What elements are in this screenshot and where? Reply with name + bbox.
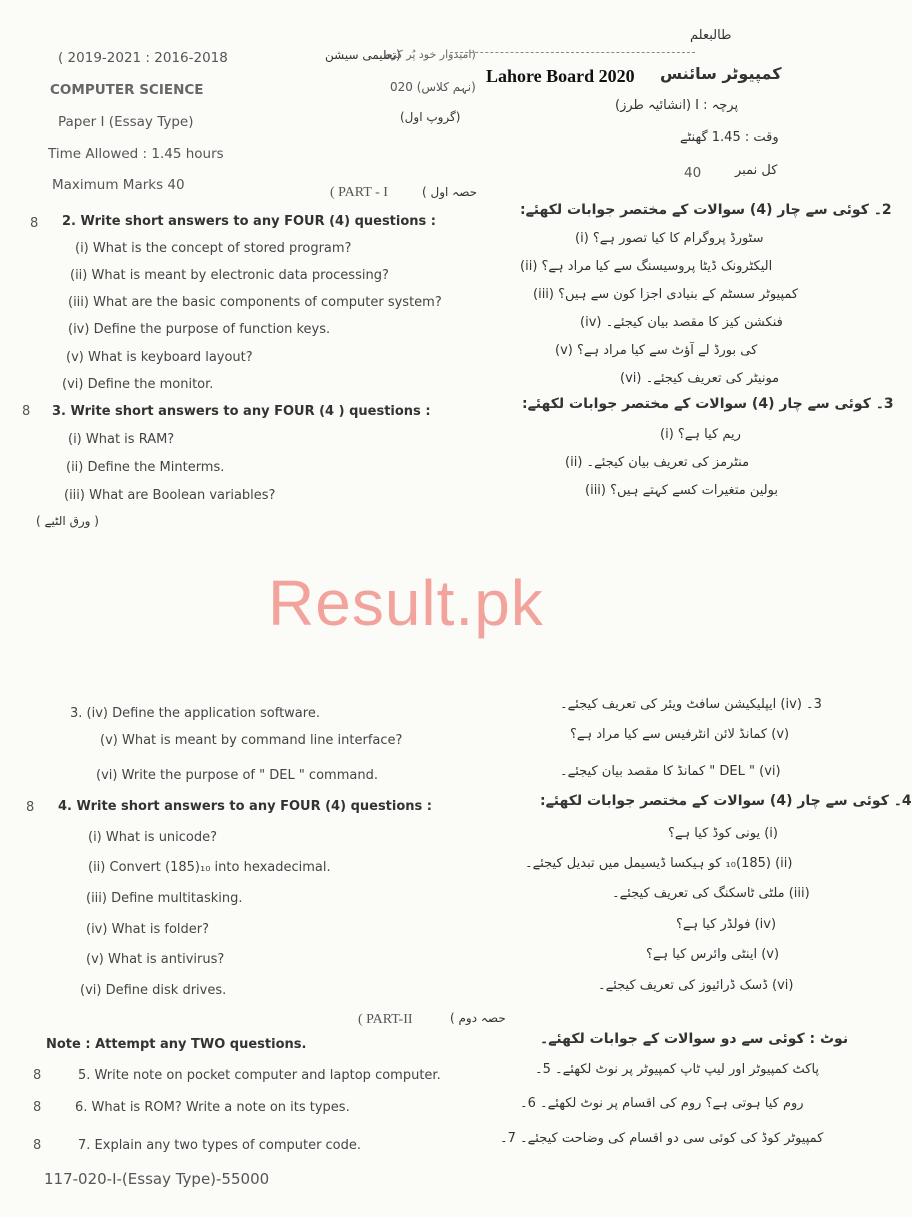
subject-en: COMPUTER SCIENCE [50, 82, 204, 98]
q5-text: 5. Write note on pocket computer and laptop computer. [78, 1068, 441, 1083]
paper-code-footer: 117-020-I-(Essay Type)-55000 [44, 1170, 270, 1188]
q3-item-5-urdu: (v) کمانڈ لائن انٹرفیس سے کیا مراد ہے؟ [570, 727, 790, 742]
q2-item-4-urdu: فنکشن کیز کا مقصد بیان کیجئے۔ (iv) [580, 315, 783, 330]
q2-item-6: (vi) Define the monitor. [62, 377, 214, 392]
q6-text: 6. What is ROM? Write a note on its types. [75, 1100, 350, 1115]
name-line [450, 52, 695, 53]
q4-item-4: (iv) What is folder? [86, 922, 210, 937]
turn-over-urdu: ( ورق الٹیے ) [36, 514, 99, 528]
q5-marks: 8 [33, 1068, 42, 1083]
q7-text: 7. Explain any two types of computer code. [78, 1138, 362, 1153]
q2-item-3-urdu: کمپیوٹر سسٹم کے بنیادی اجزا کون سے ہیں؟ (iii) [533, 287, 799, 302]
q3-item-4-urdu: 3۔ (iv) ایپلیکیشن سافٹ ویئر کی تعریف کیجئے۔ [560, 697, 822, 712]
q2-item-2-urdu: الیکٹرونک ڈیٹا پروسیسنگ سے کیا مراد ہے؟ (ii) [520, 259, 773, 274]
watermark: Result.pk [268, 567, 544, 639]
time-urdu: وقت : 1.45 گھنٹے [680, 130, 779, 145]
paper-urdu: پرچہ : I (انشائیہ طرز) [615, 98, 739, 113]
q3-item-2: (ii) Define the Minterms. [66, 460, 225, 475]
group-urdu: (گروپ اول) [400, 110, 461, 124]
part2-label-urdu: حصہ دوم ) [450, 1011, 506, 1025]
part2-label: ( PART-II [358, 1012, 413, 1027]
q2-item-2: (ii) What is meant by electronic data processing? [70, 268, 389, 283]
q3-item-4: 3. (iv) Define the application software. [70, 706, 320, 721]
marks-urdu: کل نمبر [735, 163, 778, 178]
q6-urdu: روم کیا ہوتی ہے؟ روم کی اقسام پر نوٹ لکھئے۔ 6۔ [520, 1096, 804, 1111]
q6-marks: 8 [33, 1100, 42, 1115]
q5-urdu: پاکٹ کمپیوٹر اور لیپ ٹاپ کمپیوٹر پر نوٹ لکھئے۔ 5۔ [535, 1062, 820, 1077]
q3-heading-urdu: 3۔ کوئی سے چار (4) سوالات کے مختصر جوابات لکھئے: [522, 396, 894, 412]
part2-note-urdu: نوٹ : کوئی سے دو سوالات کے جوابات لکھئے۔ [540, 1031, 849, 1047]
q2-item-3: (iii) What are the basic components of computer system? [68, 295, 442, 310]
q4-heading-urdu: 4۔ کوئی سے چار (4) سوالات کے مختصر جوابات لکھئے: [540, 793, 912, 809]
q4-item-1-urdu: (i) یونی کوڈ کیا ہے؟ [668, 826, 778, 841]
class-code: 020 (نہم کلاس) [390, 80, 476, 94]
q7-urdu: کمپیوٹر کوڈ کی کوئی سی دو اقسام کی وضاحت کیجئے۔ 7۔ [500, 1131, 824, 1146]
q2-marks: 8 [30, 216, 39, 231]
student-name-label-urdu: طالبعلم [690, 28, 732, 43]
q2-item-1: (i) What is the concept of stored program? [75, 241, 352, 256]
q3-item-3-urdu: بولین متغیرات کسے کہتے ہیں؟ (iii) [585, 483, 778, 498]
q4-item-3-urdu: (iii) ملٹی ٹاسکنگ کی تعریف کیجئے۔ [612, 886, 810, 901]
q2-item-1-urdu: سٹورڈ پروگرام کا کیا تصور ہے؟ (i) [575, 231, 764, 246]
session-label-urdu: (تعلیمی سیشن [325, 48, 401, 62]
q4-marks: 8 [26, 800, 35, 815]
q7-marks: 8 [33, 1138, 42, 1153]
q3-marks: 8 [22, 404, 31, 419]
q4-item-2-urdu: (ii) (185)₁₀ کو ہیکسا ڈیسیمل میں تبدیل کیجئے۔ [525, 856, 793, 871]
sessions: ( 2019-2021 : 2016-2018 [58, 50, 228, 66]
q2-item-5-urdu: کی بورڈ لے آؤٹ سے کیا مراد ہے؟ (v) [555, 343, 758, 358]
q2-item-6-urdu: مونیٹر کی تعریف کیجئے۔ (vi) [620, 371, 780, 386]
part1-label-urdu: حصہ اول ) [422, 185, 478, 199]
time-en: Time Allowed : 1.45 hours [48, 146, 224, 162]
paper-en: Paper I (Essay Type) [58, 114, 194, 130]
subject-urdu: کمپیوٹر سائنس [660, 64, 782, 83]
q3-item-5: (v) What is meant by command line interface? [100, 733, 403, 748]
q4-item-1: (i) What is unicode? [88, 830, 218, 845]
marks-en: Maximum Marks 40 [52, 177, 185, 193]
q3-item-1-urdu: ریم کیا ہے؟ (i) [660, 427, 741, 442]
q4-item-6: (vi) Define disk drives. [80, 983, 227, 998]
q3-item-6-urdu: (vi) " DEL " کمانڈ کا مقصد بیان کیجئے۔ [560, 764, 781, 779]
part1-label: ( PART - I [330, 185, 388, 200]
q4-item-3: (iii) Define multitasking. [86, 891, 243, 906]
q4-item-4-urdu: (iv) فولڈر کیا ہے؟ [676, 917, 777, 932]
q3-item-6: (vi) Write the purpose of " DEL " command. [96, 768, 378, 783]
q3-item-3: (iii) What are Boolean variables? [64, 488, 276, 503]
roll-label-urdu: (امیدوار خود پُر کرے [385, 48, 476, 61]
marks-value-urdu-side: 40 [684, 165, 702, 181]
q2-heading-urdu: 2۔ کوئی سے چار (4) سوالات کے مختصر جوابات لکھئے: [520, 202, 892, 218]
q2-item-4: (iv) Define the purpose of function keys. [68, 322, 331, 337]
q4-heading: 4. Write short answers to any FOUR (4) questions : [58, 799, 432, 814]
q3-heading: 3. Write short answers to any FOUR (4 ) questions : [52, 404, 431, 419]
q4-item-2: (ii) Convert (185)₁₀ into hexadecimal. [88, 860, 331, 875]
q3-item-2-urdu: منٹرمز کی تعریف بیان کیجئے۔ (ii) [565, 455, 750, 470]
q2-heading: 2. Write short answers to any FOUR (4) questions : [62, 214, 436, 229]
q4-item-5-urdu: (v) اینٹی وائرس کیا ہے؟ [646, 947, 780, 962]
part2-note: Note : Attempt any TWO questions. [46, 1037, 307, 1052]
q3-item-1: (i) What is RAM? [68, 432, 175, 447]
q4-item-5: (v) What is antivirus? [86, 952, 225, 967]
board-label: Lahore Board 2020 [486, 66, 635, 86]
q4-item-6-urdu: (vi) ڈسک ڈرائیوز کی تعریف کیجئے۔ [598, 978, 794, 993]
q2-item-5: (v) What is keyboard layout? [66, 350, 253, 365]
